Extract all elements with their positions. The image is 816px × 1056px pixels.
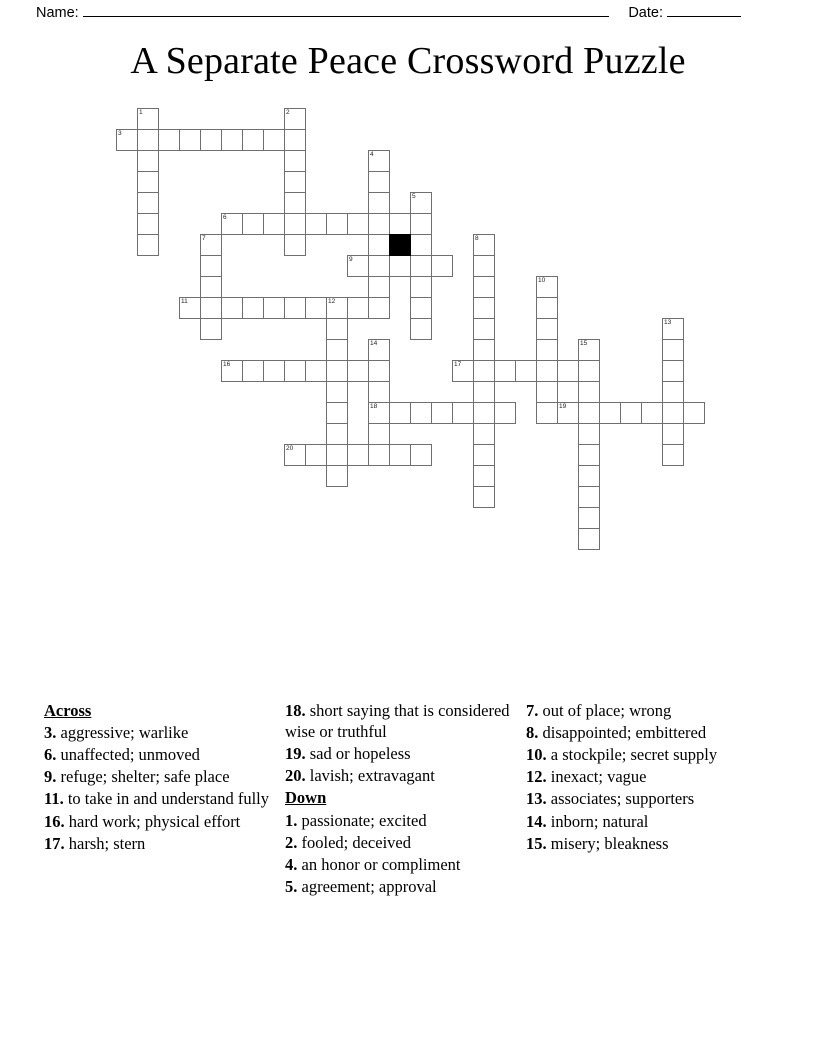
clue-text: to take in and understand fully: [63, 789, 270, 809]
crossword-cell[interactable]: [578, 381, 600, 403]
cell-number: 11: [181, 298, 188, 305]
crossword-cell[interactable]: [389, 255, 411, 277]
crossword-cell[interactable]: [410, 255, 432, 277]
clue-number: 14.: [526, 811, 547, 831]
crossword-cell[interactable]: [536, 381, 558, 403]
clue-number: 3.: [44, 723, 57, 743]
clue-number: 6.: [44, 745, 57, 765]
clue-down-10: [526, 744, 754, 765]
cell-number: 10: [538, 277, 546, 284]
clue-number: 9.: [44, 767, 57, 787]
crossword-cell[interactable]: [536, 402, 558, 424]
crossword-cell[interactable]: [326, 444, 348, 466]
crossword-cell[interactable]: [326, 402, 348, 424]
clue-text: fooled; deceived: [297, 832, 411, 852]
clue-down-14: [526, 811, 754, 832]
crossword-cell[interactable]: [242, 213, 264, 235]
crossword-cell[interactable]: [326, 318, 348, 340]
crossword-cell[interactable]: [137, 213, 159, 235]
crossword-cell[interactable]: [326, 423, 348, 445]
crossword-cell[interactable]: [368, 276, 390, 298]
crossword-cell[interactable]: [326, 465, 348, 487]
crossword-cell[interactable]: [137, 129, 159, 151]
page-title: A Separate Peace Crossword Puzzle: [130, 40, 686, 82]
crossword-cell[interactable]: [473, 297, 495, 319]
crossword-cell[interactable]: [515, 360, 537, 382]
crossword-cell[interactable]: [578, 423, 600, 445]
cell-number: 7: [202, 235, 206, 242]
clue-number: 16.: [44, 811, 65, 831]
crossword-cell[interactable]: [473, 402, 495, 424]
crossword-cell[interactable]: [347, 360, 369, 382]
crossword-cell[interactable]: [137, 150, 159, 172]
crossword-cell[interactable]: [368, 381, 390, 403]
clue-across-9: [44, 766, 271, 787]
crossword-cell[interactable]: [263, 360, 285, 382]
crossword-block-cell: [389, 234, 411, 256]
crossword-cell[interactable]: [137, 171, 159, 193]
crossword-cell[interactable]: [242, 129, 264, 151]
cell-number: 15: [580, 340, 588, 347]
cell-number: 4: [370, 151, 374, 158]
crossword-cell[interactable]: [221, 129, 243, 151]
cell-number: 14: [370, 340, 378, 347]
clue-down-7: [526, 700, 754, 721]
crossword-cell[interactable]: [368, 339, 390, 361]
crossword-cell[interactable]: [473, 339, 495, 361]
clue-number: 13.: [526, 789, 547, 809]
crossword-cell[interactable]: [179, 129, 201, 151]
clue-section: [44, 700, 768, 898]
clue-text: a stockpile; secret supply: [546, 745, 718, 765]
clue-text: associates; supporters: [546, 789, 695, 809]
crossword-cell[interactable]: [452, 360, 474, 382]
crossword-cell[interactable]: [578, 465, 600, 487]
crossword-cell[interactable]: [578, 360, 600, 382]
crossword-cell[interactable]: [116, 129, 138, 151]
clue-number: 7.: [526, 701, 539, 720]
crossword-cell[interactable]: [620, 402, 642, 424]
clue-text: out of place; wrong: [538, 701, 672, 720]
crossword-cell[interactable]: [326, 213, 348, 235]
clue-text: sad or hopeless: [305, 744, 411, 764]
crossword-cell[interactable]: [473, 255, 495, 277]
crossword-cell[interactable]: [347, 213, 369, 235]
crossword-cell[interactable]: [368, 192, 390, 214]
crossword-cell[interactable]: [221, 213, 243, 235]
crossword-cell[interactable]: [326, 297, 348, 319]
crossword-cell[interactable]: [200, 234, 222, 256]
cell-number: 6: [223, 214, 227, 221]
crossword-cell[interactable]: [284, 150, 306, 172]
clue-column-3: [526, 700, 768, 855]
cell-number: 8: [475, 235, 479, 242]
clue-number: 18.: [285, 701, 306, 720]
clue-number: 1.: [285, 810, 298, 830]
clue-column-1: [44, 700, 285, 855]
crossword-cell[interactable]: [368, 234, 390, 256]
crossword-cell[interactable]: [536, 318, 558, 340]
crossword-cell[interactable]: [137, 234, 159, 256]
cell-number: 2: [286, 109, 290, 116]
crossword-cell[interactable]: [368, 423, 390, 445]
crossword-cell[interactable]: [578, 528, 600, 550]
clue-text: agreement; approval: [297, 876, 437, 896]
crossword-cell[interactable]: [284, 213, 306, 235]
crossword-cell[interactable]: [368, 171, 390, 193]
clue-down-1: [285, 810, 512, 831]
crossword-cell[interactable]: [368, 297, 390, 319]
crossword-cell[interactable]: [410, 276, 432, 298]
crossword-cell[interactable]: [473, 381, 495, 403]
crossword-cell[interactable]: [473, 276, 495, 298]
clue-number: 15.: [526, 833, 547, 853]
clue-number: 10.: [526, 745, 547, 765]
clue-down-12: [526, 766, 754, 787]
crossword-cell[interactable]: [431, 255, 453, 277]
crossword-cell[interactable]: [473, 444, 495, 466]
clue-across-20: [285, 765, 512, 786]
clue-across-6: [44, 744, 271, 765]
clue-text: unaffected; unmoved: [56, 745, 200, 765]
crossword-cell[interactable]: [284, 171, 306, 193]
crossword-cell[interactable]: [599, 402, 621, 424]
crossword-cell[interactable]: [662, 381, 684, 403]
crossword-cell[interactable]: [137, 192, 159, 214]
clue-down-2: [285, 832, 512, 853]
clue-text: lavish; extravagant: [305, 766, 435, 786]
clue-number: 5.: [285, 876, 298, 896]
cell-number: 20: [286, 445, 294, 452]
crossword-cell[interactable]: [284, 192, 306, 214]
crossword-cell[interactable]: [368, 255, 390, 277]
crossword-cell[interactable]: [473, 486, 495, 508]
crossword-cell[interactable]: [578, 507, 600, 529]
clue-text: refuge; shelter; safe place: [56, 767, 230, 787]
crossword-cell[interactable]: [578, 486, 600, 508]
crossword-cell[interactable]: [389, 402, 411, 424]
name-label: Name:: [36, 5, 79, 21]
crossword-cell[interactable]: [158, 129, 180, 151]
crossword-cell[interactable]: [221, 297, 243, 319]
crossword-cell[interactable]: [326, 381, 348, 403]
clue-number: 20.: [285, 766, 306, 786]
clue-across-3: [44, 722, 271, 743]
crossword-cell[interactable]: [242, 360, 264, 382]
crossword-cell[interactable]: [284, 444, 306, 466]
crossword-cell[interactable]: [494, 402, 516, 424]
crossword-cell[interactable]: [305, 213, 327, 235]
crossword-cell[interactable]: [473, 234, 495, 256]
crossword-cell[interactable]: [389, 213, 411, 235]
cell-number: 9: [349, 256, 353, 263]
clue-down-15: [526, 833, 754, 854]
crossword-cell[interactable]: [347, 444, 369, 466]
clue-number: 11.: [44, 789, 64, 809]
crossword-cell[interactable]: [536, 276, 558, 298]
crossword-cell[interactable]: [263, 297, 285, 319]
clue-text: misery; bleakness: [546, 833, 669, 853]
crossword-cell[interactable]: [662, 444, 684, 466]
cell-number: 5: [412, 193, 416, 200]
crossword-cell[interactable]: [410, 444, 432, 466]
clue-number: 8.: [526, 723, 539, 743]
crossword-cell[interactable]: [284, 129, 306, 151]
crossword-cell[interactable]: [347, 297, 369, 319]
crossword-cell[interactable]: [368, 444, 390, 466]
cell-number: 13: [664, 319, 672, 326]
crossword-cell[interactable]: [410, 234, 432, 256]
crossword-cell[interactable]: [578, 402, 600, 424]
crossword-cell[interactable]: [368, 150, 390, 172]
crossword-cell[interactable]: [326, 339, 348, 361]
crossword-cell[interactable]: [305, 360, 327, 382]
crossword-cell[interactable]: [662, 360, 684, 382]
clue-text: inborn; natural: [546, 811, 649, 831]
crossword-cell[interactable]: [200, 129, 222, 151]
crossword-cell[interactable]: [494, 360, 516, 382]
crossword-cell[interactable]: [536, 360, 558, 382]
clue-text: aggressive; warlike: [56, 723, 189, 743]
crossword-cell[interactable]: [200, 318, 222, 340]
crossword-cell[interactable]: [284, 297, 306, 319]
crossword-cell[interactable]: [200, 297, 222, 319]
crossword-cell[interactable]: [536, 339, 558, 361]
crossword-cell[interactable]: [179, 297, 201, 319]
crossword-cell[interactable]: [473, 423, 495, 445]
crossword-cell[interactable]: [389, 444, 411, 466]
crossword-cell[interactable]: [557, 402, 579, 424]
crossword-cell[interactable]: [683, 402, 705, 424]
clue-down-13: [526, 788, 754, 809]
clue-down-8: [526, 722, 754, 743]
clue-text: an honor or compliment: [297, 854, 461, 874]
clue-text: inexact; vague: [546, 767, 647, 787]
crossword-cell[interactable]: [305, 297, 327, 319]
clue-text: disappointed; embittered: [538, 723, 707, 743]
cell-number: 1: [139, 109, 143, 116]
crossword-cell[interactable]: [242, 297, 264, 319]
crossword-cell[interactable]: [662, 423, 684, 445]
cell-number: 18: [370, 403, 378, 410]
clue-down-4: [285, 854, 512, 875]
crossword-cell[interactable]: [368, 213, 390, 235]
crossword-cell[interactable]: [305, 444, 327, 466]
crossword-cell[interactable]: [284, 234, 306, 256]
cell-number: 3: [118, 130, 122, 137]
clue-number: 19.: [285, 744, 306, 764]
crossword-cell[interactable]: [347, 255, 369, 277]
crossword-cell[interactable]: [473, 465, 495, 487]
crossword-cell[interactable]: [200, 276, 222, 298]
crossword-cell[interactable]: [326, 360, 348, 382]
crossword-cell[interactable]: [410, 402, 432, 424]
clue-across-19: [285, 743, 512, 764]
crossword-cell[interactable]: [284, 360, 306, 382]
crossword-cell[interactable]: [578, 339, 600, 361]
crossword-cell[interactable]: [368, 360, 390, 382]
across-heading: Across: [44, 701, 92, 720]
crossword-cell[interactable]: [284, 108, 306, 130]
clue-number: 2.: [285, 832, 298, 852]
clue-down-5: [285, 876, 512, 897]
crossword-cell[interactable]: [641, 402, 663, 424]
crossword-cell[interactable]: [473, 318, 495, 340]
cell-number: 16: [223, 361, 231, 368]
clue-number: 12.: [526, 767, 547, 787]
crossword-cell[interactable]: [662, 318, 684, 340]
clue-text: hard work; physical effort: [64, 811, 241, 831]
crossword-cell[interactable]: [410, 192, 432, 214]
crossword-cell[interactable]: [263, 129, 285, 151]
crossword-cell[interactable]: [473, 360, 495, 382]
crossword-cell[interactable]: [410, 213, 432, 235]
cell-number: 12: [328, 298, 336, 305]
crossword-cell[interactable]: [263, 213, 285, 235]
crossword-cell[interactable]: [410, 318, 432, 340]
clue-across-11: [44, 788, 271, 809]
crossword-cell[interactable]: [578, 444, 600, 466]
crossword-cell[interactable]: [431, 402, 453, 424]
crossword-cell[interactable]: [557, 360, 579, 382]
clue-number: 4.: [285, 854, 298, 874]
crossword-cell[interactable]: [452, 402, 474, 424]
clue-across-16: [44, 811, 271, 832]
crossword-cell[interactable]: [536, 297, 558, 319]
clue-text: passionate; excited: [297, 810, 427, 830]
date-label: Date:: [628, 5, 663, 21]
clue-text: harsh; stern: [64, 833, 146, 853]
clue-across-18: [285, 700, 512, 742]
clue-text: short saying that is considered wise or truthful: [285, 701, 510, 742]
cell-number: 17: [454, 361, 462, 368]
cell-number: 19: [559, 403, 567, 410]
clue-across-17: [44, 833, 271, 854]
crossword-cell[interactable]: [410, 297, 432, 319]
clue-number: 17.: [44, 833, 65, 853]
crossword-cell[interactable]: [662, 339, 684, 361]
crossword-cell[interactable]: [368, 402, 390, 424]
crossword-cell[interactable]: [221, 360, 243, 382]
down-heading: Down: [285, 788, 327, 808]
crossword-cell[interactable]: [137, 108, 159, 130]
crossword-cell[interactable]: [662, 402, 684, 424]
crossword-cell[interactable]: [200, 255, 222, 277]
clue-column-2: [285, 700, 526, 898]
